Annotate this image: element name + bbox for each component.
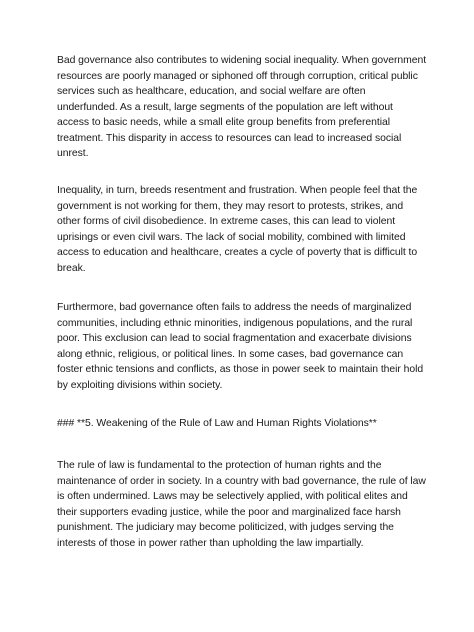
paragraph-marginalized-communities: Furthermore, bad governance often fails to address the needs of marginalized communities, including ethnic minorities, indigenous populations, and the rural poor. This exclusion can lead to social fragmentation and exacerbate divisions along ethnic, religious, or political lines. In some cases, bad governance can foster ethnic tensions and conflicts, as those in power seek to maintain their hold by exploiting divisions within society. <box>57 302 424 391</box>
paragraph-resentment-frustration: Inequality, in turn, breeds resentment and frustration. When people feel that the government is not working for them, they may resort to protests, strikes, and other forms of civil disobedience. In extreme cases, this can lead to violent uprisings or even civil wars. The lack of social mobility, combined with limited access to education and healthcare, creates a cycle of poverty that is difficult to break. <box>57 185 418 274</box>
paragraph-rule-of-law: The rule of law is fundamental to the protection of human rights and the maintenance of order in society. In a country with bad governance, the rule of law is often undermined. Laws may be selectively applied, with political elites and their supporters evading justice, while the poor and marginalized face harsh punishment. The judiciary may become politicized, with judges serving the interests of those in power rather than upholding the law impartially. <box>57 460 426 549</box>
section-heading: ### **5. Weakening of the Rule of Law and Human Rights Violations** <box>57 418 377 429</box>
paragraph-social-inequality: Bad governance also contributes to widening social inequality. When government resources are poorly managed or siphoned off through corruption, critical public services such as healthcare, education, and social welfare are often underfunded. As a result, large segments of the population are left without access to basic needs, while a small elite group benefits from preferential treatment. This disparity in access to resources can lead to increased social unrest. <box>57 55 427 159</box>
